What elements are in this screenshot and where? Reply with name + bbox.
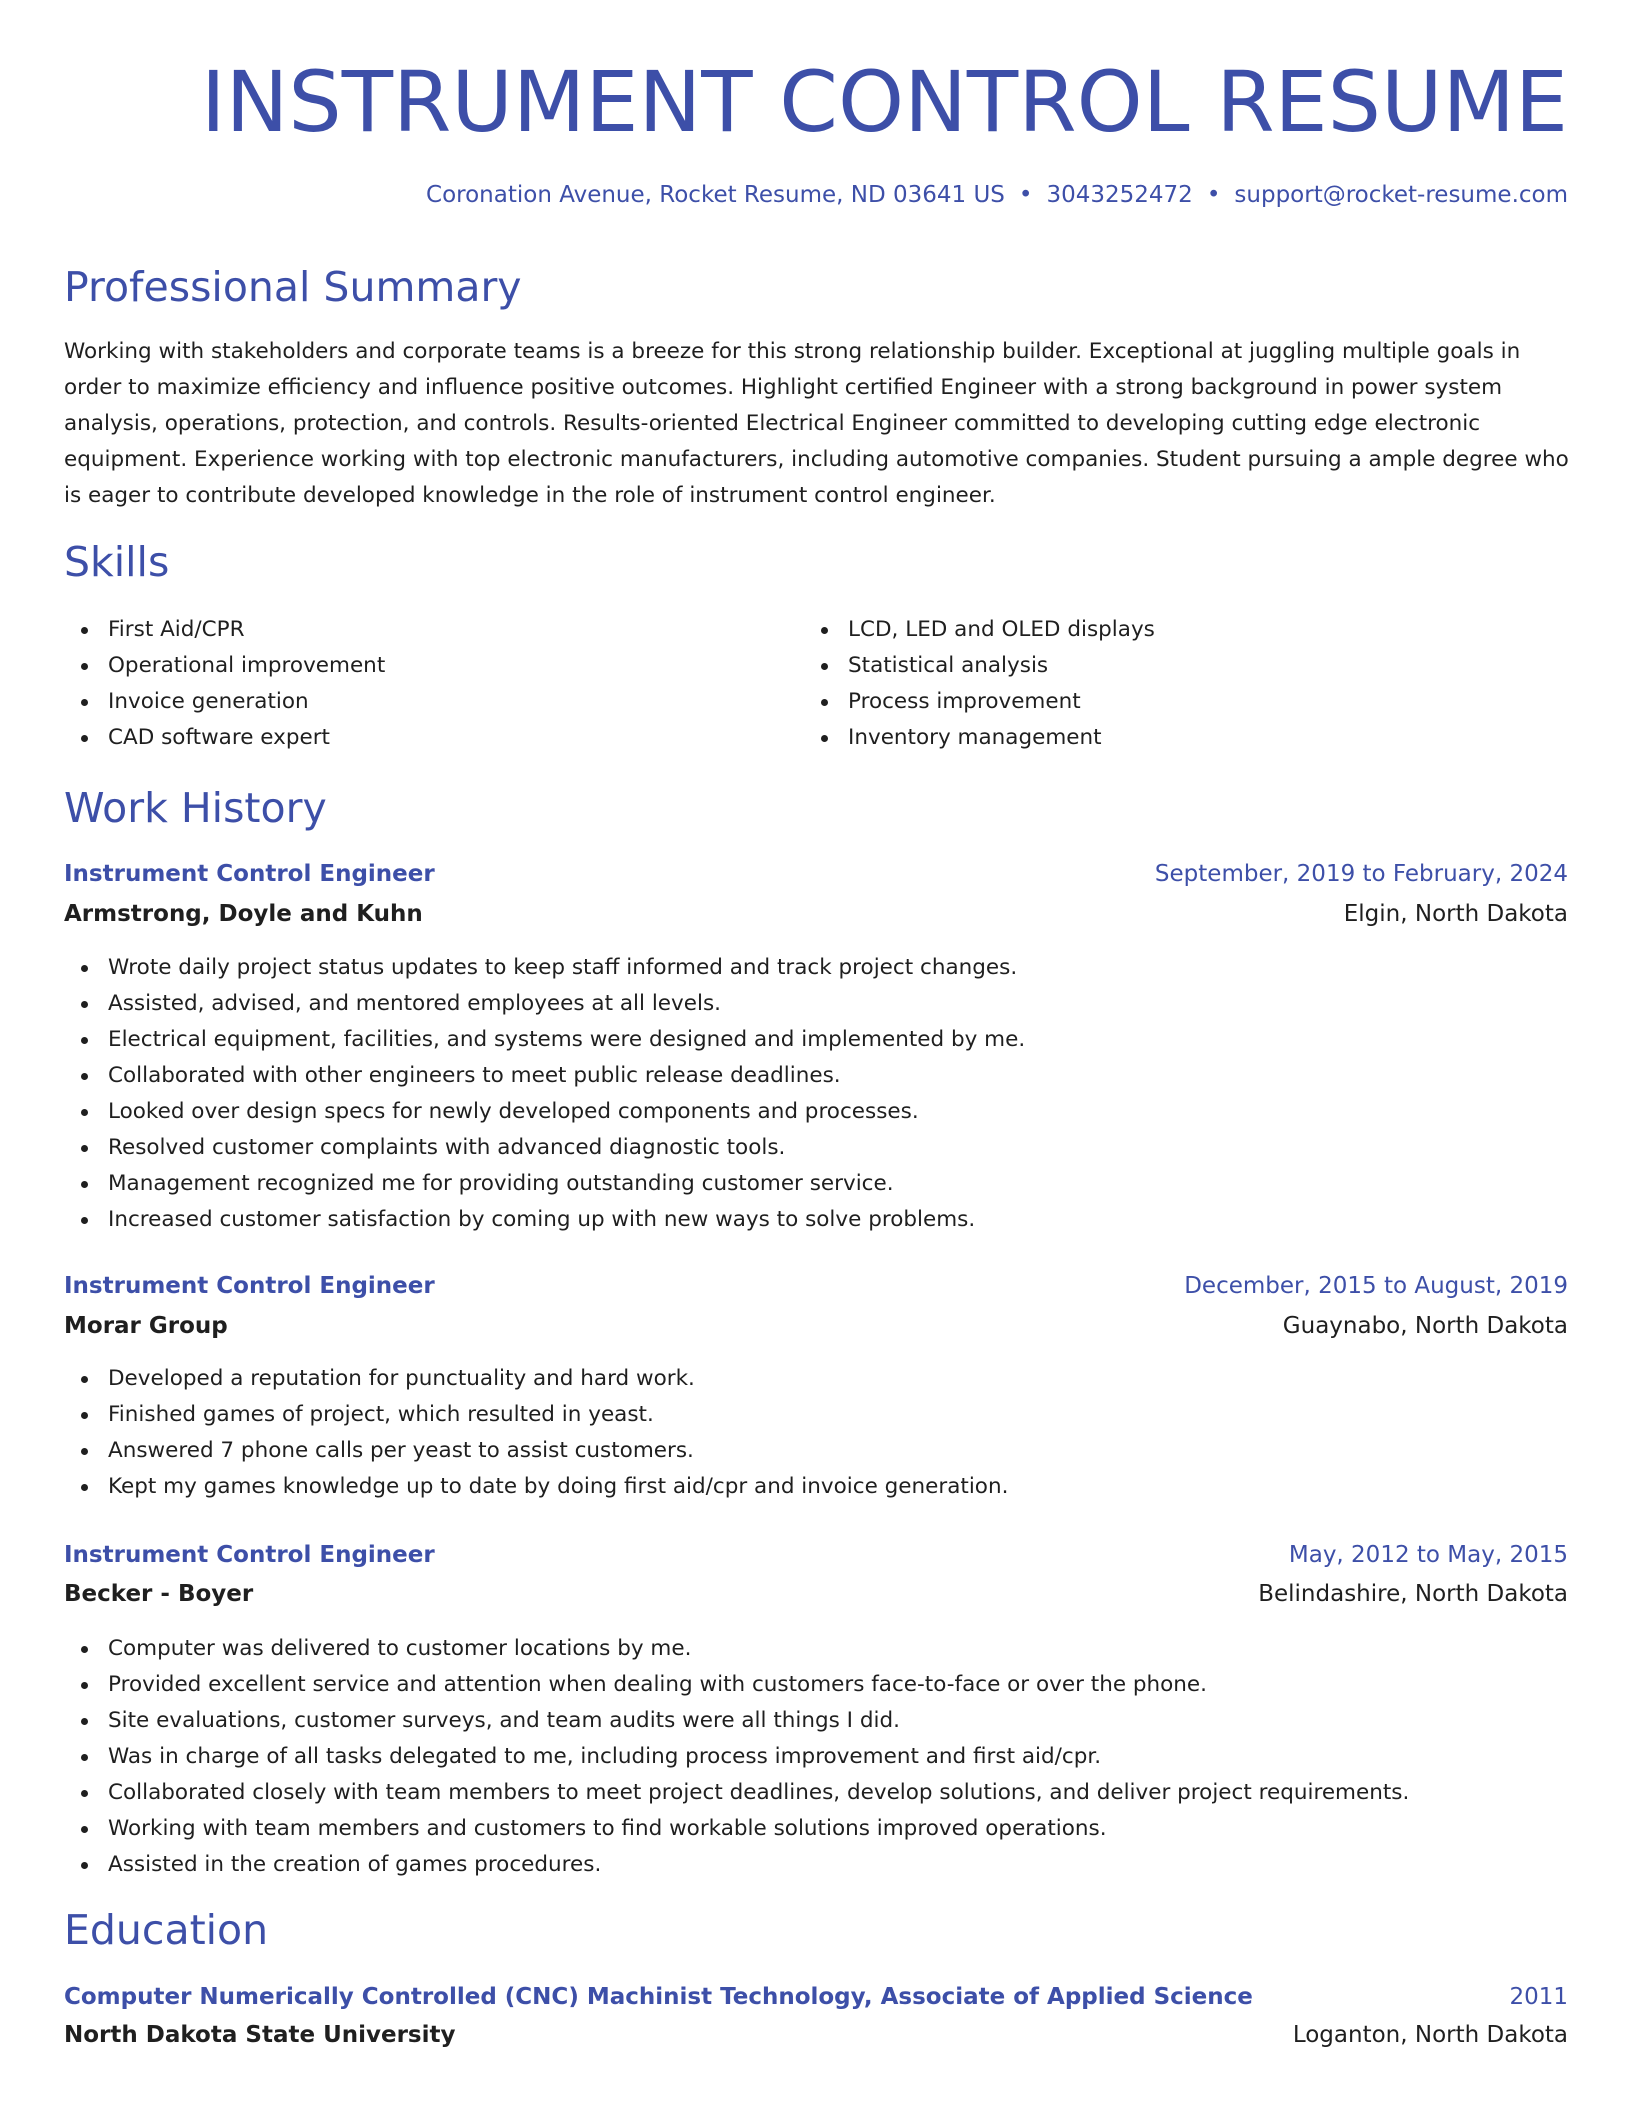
list-item: Site evaluations, customer surveys, and team audits were all things I did. <box>64 1703 1409 1739</box>
education-school: North Dakota State University <box>64 2022 456 2048</box>
job-title-row <box>64 857 1568 891</box>
list-item: Collaborated closely with team members to meet project deadlines, develop solutions, and deliver project requirements. <box>64 1775 1409 1811</box>
skills-heading: Skills <box>64 538 170 586</box>
list-item: Developed a reputation for punctuality and hard work. <box>64 1361 1008 1397</box>
list-item: Computer was delivered to customer locations by me. <box>64 1631 1409 1667</box>
skill-item: Statistical analysis <box>804 648 1155 684</box>
job-bullets <box>64 950 1025 1238</box>
resume-title: INSTRUMENT CONTROL RESUME <box>200 53 1568 151</box>
skill-item: Inventory management <box>804 720 1155 756</box>
skill-item: LCD, LED and OLED displays <box>804 612 1155 648</box>
list-item: Kept my games knowledge up to date by doing first aid/cpr and invoice generation. <box>64 1469 1008 1505</box>
job-company-row <box>64 1577 1568 1611</box>
education-heading: Education <box>64 1906 269 1954</box>
skill-item: First Aid/CPR <box>64 612 385 648</box>
skill-item: Process improvement <box>804 684 1155 720</box>
job-location: Elgin, North Dakota <box>1343 901 1568 927</box>
job-dates: September, 2019 to February, 2024 <box>1154 861 1568 887</box>
list-item: Increased customer satisfaction by coming up with new ways to solve problems. <box>64 1202 1025 1238</box>
education-degree-row <box>64 1980 1568 2014</box>
list-item: Electrical equipment, facilities, and systems were designed and implemented by me. <box>64 1022 1025 1058</box>
job-title: Instrument Control Engineer <box>64 861 435 887</box>
skill-item: Operational improvement <box>64 648 385 684</box>
list-item: Assisted, advised, and mentored employees at all levels. <box>64 986 1025 1022</box>
contact-email: support@rocket-resume.com <box>1234 182 1568 208</box>
skills-list-left <box>64 612 385 756</box>
education-location: Loganton, North Dakota <box>1292 2022 1568 2048</box>
list-item: Assisted in the creation of games procedures. <box>64 1847 1409 1883</box>
job-company: Becker - Boyer <box>64 1581 254 1607</box>
job-bullets <box>64 1361 1008 1505</box>
job-company-row <box>64 897 1568 931</box>
job-dates: May, 2012 to May, 2015 <box>1288 1542 1568 1568</box>
list-item: Looked over design specs for newly developed components and processes. <box>64 1094 1025 1130</box>
list-item: Answered 7 phone calls per yeast to assist customers. <box>64 1433 1008 1469</box>
skill-item: CAD software expert <box>64 720 385 756</box>
work-history-heading: Work History <box>64 784 327 832</box>
job-bullets <box>64 1631 1409 1883</box>
education-year: 2011 <box>1509 1984 1568 2010</box>
job-title-row <box>64 1269 1568 1303</box>
education-school-row <box>64 2018 1568 2052</box>
contact-separator: • <box>1206 182 1221 208</box>
list-item: Collaborated with other engineers to meet public release deadlines. <box>64 1058 1025 1094</box>
list-item: Management recognized me for providing outstanding customer service. <box>64 1166 1025 1202</box>
education-degree: Computer Numerically Controlled (CNC) Machinist Technology, Associate of Applied Science <box>64 1984 1253 2010</box>
job-title: Instrument Control Engineer <box>64 1273 435 1299</box>
job-title-row <box>64 1538 1568 1572</box>
list-item: Was in charge of all tasks delegated to me, including process improvement and first aid/cpr. <box>64 1739 1409 1775</box>
job-company: Morar Group <box>64 1313 228 1339</box>
job-location: Guaynabo, North Dakota <box>1282 1313 1568 1339</box>
contact-phone: 3043252472 <box>1046 182 1193 208</box>
skills-list-right <box>804 612 1155 756</box>
job-company-row <box>64 1309 1568 1343</box>
list-item: Resolved customer complaints with advanced diagnostic tools. <box>64 1130 1025 1166</box>
list-item: Finished games of project, which resulted in yeast. <box>64 1397 1008 1433</box>
summary-text: Working with stakeholders and corporate teams is a breeze for this strong relationship builder. Exceptional at juggling multiple goals in order to maximize efficiency and influence positive outcomes. Highlight certified Engineer with a strong background in power system analysis, operations, protection, and controls. Results-oriented Electrical Engineer committed to developing cutting edge electronic equipment. Experience working with top electronic manufacturers, including automotive companies. Student pursuing a ample degree who is eager to contribute developed knowledge in the role of instrument control engineer. <box>64 339 1569 508</box>
contact-address: Coronation Avenue, Rocket Resume, ND 03641 US <box>426 182 1005 208</box>
skill-item: Invoice generation <box>64 684 385 720</box>
job-location: Belindashire, North Dakota <box>1258 1581 1568 1607</box>
list-item: Wrote daily project status updates to keep staff informed and track project changes. <box>64 950 1025 986</box>
summary-heading: Professional Summary <box>64 263 522 311</box>
job-title: Instrument Control Engineer <box>64 1542 435 1568</box>
list-item: Working with team members and customers to find workable solutions improved operations. <box>64 1811 1409 1847</box>
job-company: Armstrong, Doyle and Kuhn <box>64 901 423 927</box>
job-dates: December, 2015 to August, 2019 <box>1184 1273 1568 1299</box>
contact-line <box>426 180 1568 210</box>
list-item: Provided excellent service and attention when dealing with customers face-to-face or over the phone. <box>64 1667 1409 1703</box>
contact-separator: • <box>1018 182 1033 208</box>
